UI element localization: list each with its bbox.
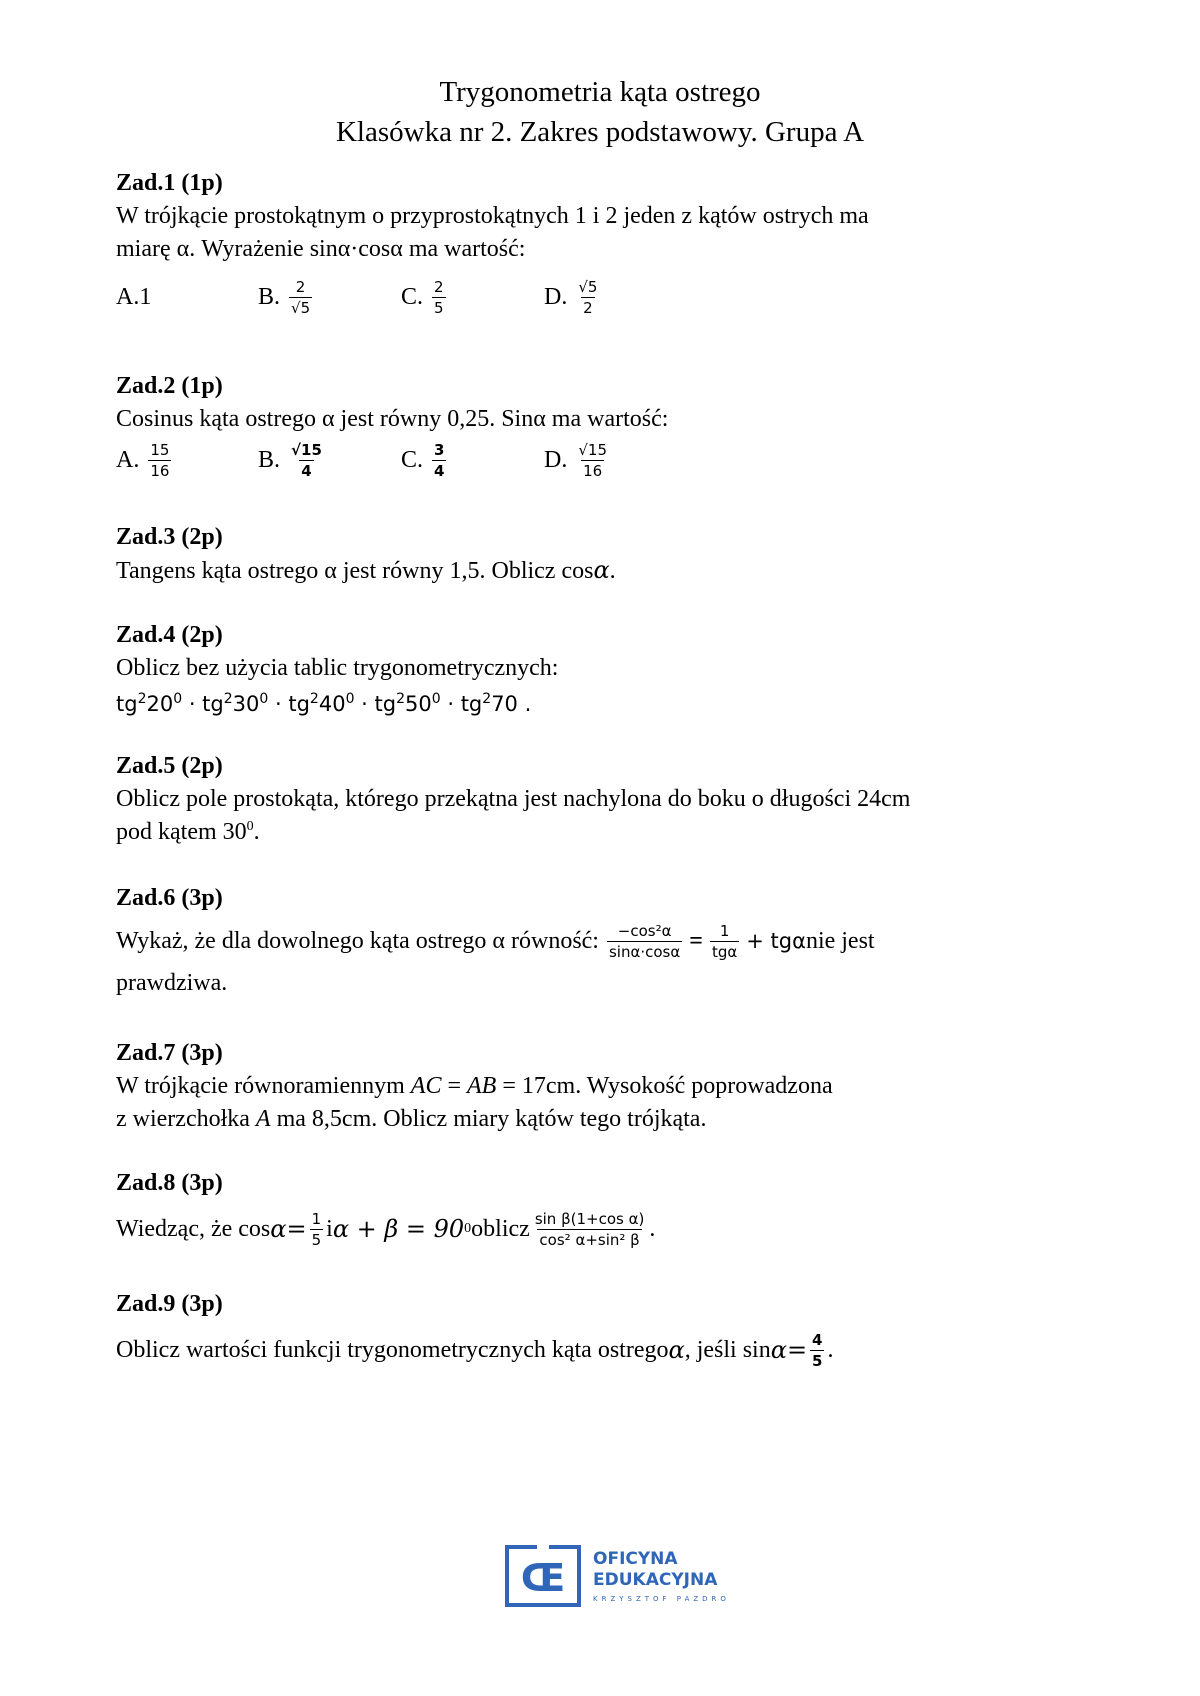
answer-a[interactable]: A. $\frac{15}{16}$ bbox=[116, 440, 170, 480]
fraction: $\frac{1}{5}$ bbox=[311, 1209, 322, 1249]
answer-b[interactable]: B. $\frac{2}{√5}$ bbox=[258, 277, 311, 317]
fraction: $\frac{1}{\text{tgα}}$ bbox=[711, 921, 738, 961]
fraction: $\frac{\text{−cos²α}}{\sin\alpha\cdot\cos\alpha}$ bbox=[608, 921, 681, 961]
answer-c[interactable]: C. $\frac{2}{5}$ bbox=[401, 277, 444, 317]
task-text: W trójkącie prostokątnym o przyprostokątnych 1 i 2 jeden z kątów ostrych ma bbox=[116, 203, 869, 229]
answer-d[interactable]: D. $\frac{√15}{16}$ bbox=[544, 440, 607, 480]
task-7 bbox=[116, 1037, 1096, 1136]
task-3 bbox=[116, 521, 1096, 588]
task-4 bbox=[116, 619, 1096, 721]
logo-subtitle: KRZYSZTOF PAZDRO bbox=[593, 1595, 730, 1603]
svg-text:Œ: Œ bbox=[520, 1556, 566, 1600]
logo-mark-icon bbox=[505, 1545, 581, 1607]
page-title: Trygonometria kąta ostrego bbox=[439, 76, 761, 108]
task-text: Tangens kąta ostrego α jest równy 1,5. Oblicz cosα. bbox=[116, 556, 616, 584]
publisher-logo bbox=[505, 1545, 745, 1609]
task-title: Zad.3 (2p) bbox=[116, 524, 223, 550]
fraction: $\frac{2}{5}$ bbox=[434, 277, 444, 317]
task-text: Cosinus kąta ostrego α jest równy 0,25. Sinα ma wartość: bbox=[116, 406, 669, 432]
task-title: Zad.7 (3p) bbox=[116, 1040, 223, 1066]
page-subtitle: Klasówka nr 2. Zakres podstawowy. Grupa A bbox=[335, 116, 865, 148]
task-5 bbox=[116, 750, 1096, 849]
task-text: Oblicz wartości funkcji trygonometrycznych kąta ostrego α , jeśli sin α = $\frac{4}{5}$ . bbox=[116, 1330, 834, 1370]
task-title: Zad.5 (2p) bbox=[116, 753, 223, 779]
task-text: pod kątem $30^0$. bbox=[116, 819, 260, 845]
task-title: Zad.8 (3p) bbox=[116, 1170, 223, 1196]
task-text: z wierzchołka A ma 8,5cm. Oblicz miary kątów tego trójkąta. bbox=[116, 1106, 707, 1132]
task-title: Zad.9 (3p) bbox=[116, 1291, 223, 1317]
fraction: $\frac{√5}{2}$ bbox=[578, 277, 598, 317]
task-text: Wiedząc, że cos α = $\frac{1}{5}$ i α + β = 90 0 oblicz $\frac{\text{sin β(1+cos α)}}{\text{cos² α+sin² β}}$ . bbox=[116, 1209, 656, 1249]
task-text: prawdziwa. bbox=[116, 970, 228, 996]
task-text: Oblicz bez użycia tablic trygonometrycznych: bbox=[116, 655, 559, 681]
logo-wordmark: OFICYNA EDUKACYJNA bbox=[593, 1549, 718, 1590]
fraction: $\frac{3}{4}$ bbox=[434, 440, 445, 480]
task-8 bbox=[116, 1167, 1096, 1258]
task-title: Zad.2 (1p) bbox=[116, 373, 223, 399]
task-text: miarę α. Wyrażenie sinα·cosα ma wartość: bbox=[116, 236, 526, 262]
fraction: $\frac{4}{5}$ bbox=[812, 1330, 823, 1370]
task-text: Oblicz pole prostokąta, którego przekątna jest nachylona do boku o długości 24cm bbox=[116, 786, 911, 812]
answer-a[interactable]: A. 1 bbox=[116, 283, 152, 310]
answer-options bbox=[116, 266, 1096, 328]
task-title: Zad.1 (1p) bbox=[116, 170, 223, 196]
fraction: $\frac{√15}{16}$ bbox=[578, 440, 607, 480]
task-2 bbox=[116, 370, 1096, 484]
answer-options bbox=[116, 436, 1096, 484]
task-6 bbox=[116, 882, 1096, 1000]
fraction: $\frac{15}{16}$ bbox=[150, 440, 170, 480]
formula: $tg^220^0 \cdot tg^230^0 \cdot tg^240^0 \cdot tg^250^0 \cdot tg^270$ . bbox=[116, 691, 532, 716]
task-title: Zad.4 (2p) bbox=[116, 622, 223, 648]
task-9 bbox=[116, 1288, 1096, 1379]
task-title: Zad.6 (3p) bbox=[116, 885, 223, 911]
task-text: W trójkącie równoramiennym AC = AB = 17cm. Wysokość poprowadzona bbox=[116, 1073, 833, 1099]
answer-c[interactable]: C. $\frac{3}{4}$ bbox=[401, 440, 445, 480]
fraction: $\frac{√15}{4}$ bbox=[291, 440, 322, 480]
fraction: $\frac{\text{sin β(1+cos α)}}{\text{cos² α+sin² β}}$ bbox=[534, 1209, 645, 1249]
answer-d[interactable]: D. $\frac{√5}{2}$ bbox=[544, 277, 598, 317]
fraction: $\frac{2}{√5}$ bbox=[291, 277, 311, 317]
answer-b[interactable]: B. $\frac{√15}{4}$ bbox=[258, 440, 322, 480]
task-text: Wykaż, że dla dowolnego kąta ostrego α równość: $\frac{\text{−cos²α}}{\sin\alpha\cdot\cos\alpha}$ = $\frac{1}{\text{tgα}}$ + tgα nie jest bbox=[116, 921, 875, 961]
task-1 bbox=[116, 167, 1096, 328]
